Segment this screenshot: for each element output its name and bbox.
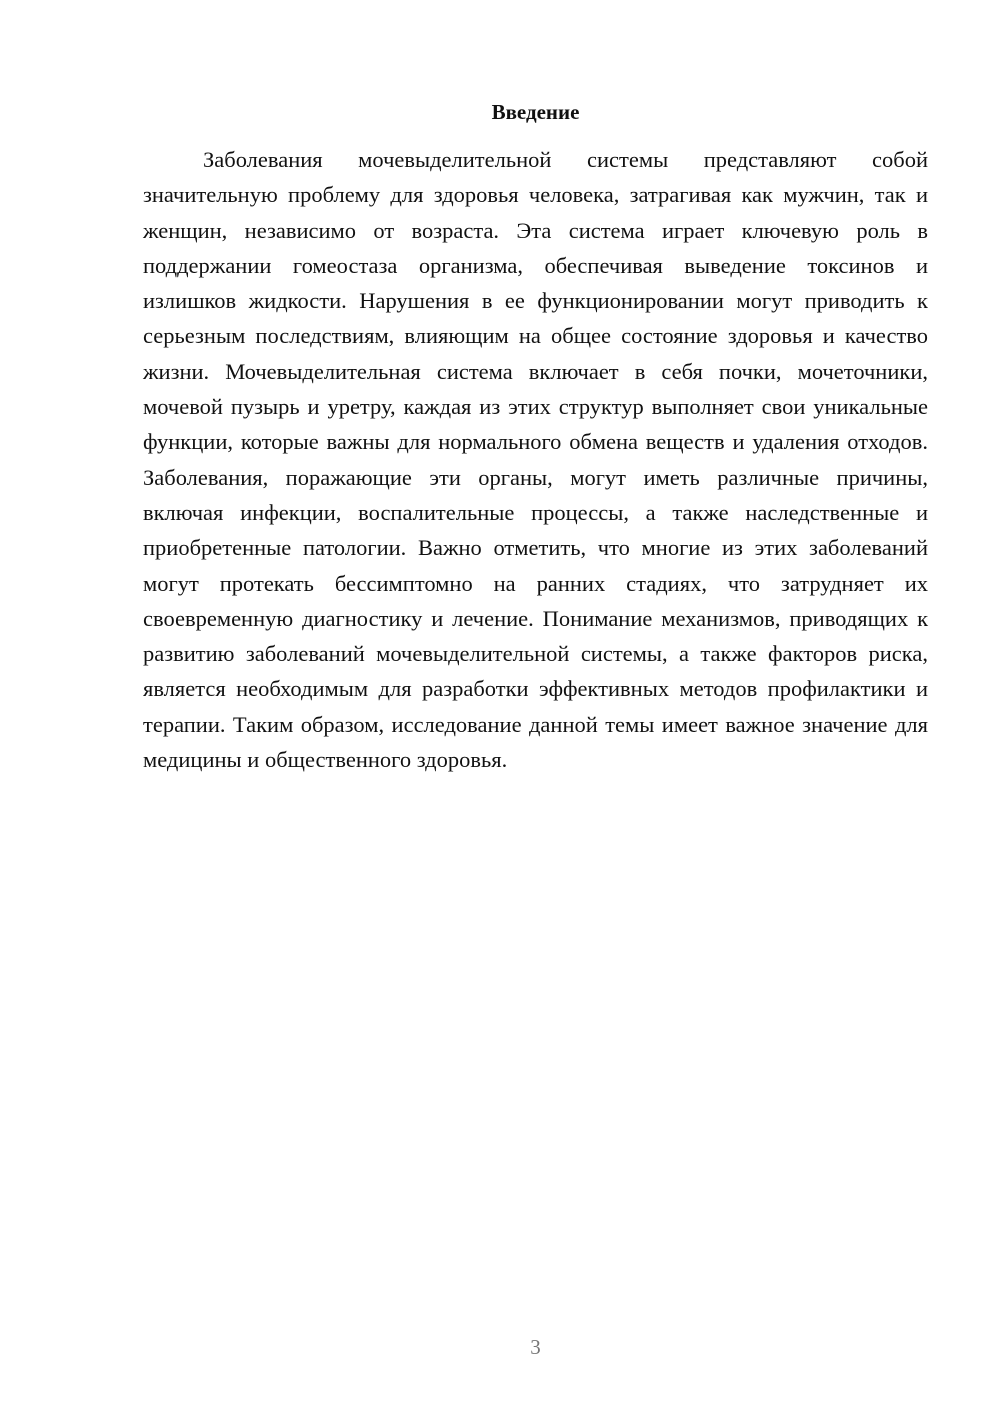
introduction-paragraph: Заболевания мочевыделительной системы представляют собой значительную проблему для здоровья человека, затрагивая как мужчин, так и женщин, независимо от возраста. Эта система играет ключевую роль в поддержании гомеостаза организма, обеспечивая выведение токсинов и излишков жидкости. Нарушения в ее функционировании могут приводить к серьезным последствиям, влияющим на общее состояние здоровья и качество жизни. Мочевыделительная система включает в себя почки, мочеточники, мочевой пузырь и уретру, каждая из этих структур выполняет свои уникальные функции, которые важны для нормального обмена веществ и удаления отходов. Заболевания, поражающие эти органы, могут иметь различные причины, включая инфекции, воспалительные процессы, а также наследственные и приобретенные патологии. Важно отметить, что многие из этих заболеваний могут протекать бессимптомно на ранних стадиях, что затрудняет их своевременную диагностику и лечение. Понимание механизмов, приводящих к развитию заболеваний мочевыделительной системы, а также факторов риска, является необходимым для разработки эффективных методов профилактики и терапии. Таким образом, исследование данной темы имеет важное значение для медицины и общественного здоровья. xyxy=(143,147,928,773)
section-heading: Введение xyxy=(491,100,580,124)
page-number: 3 xyxy=(530,1335,541,1359)
